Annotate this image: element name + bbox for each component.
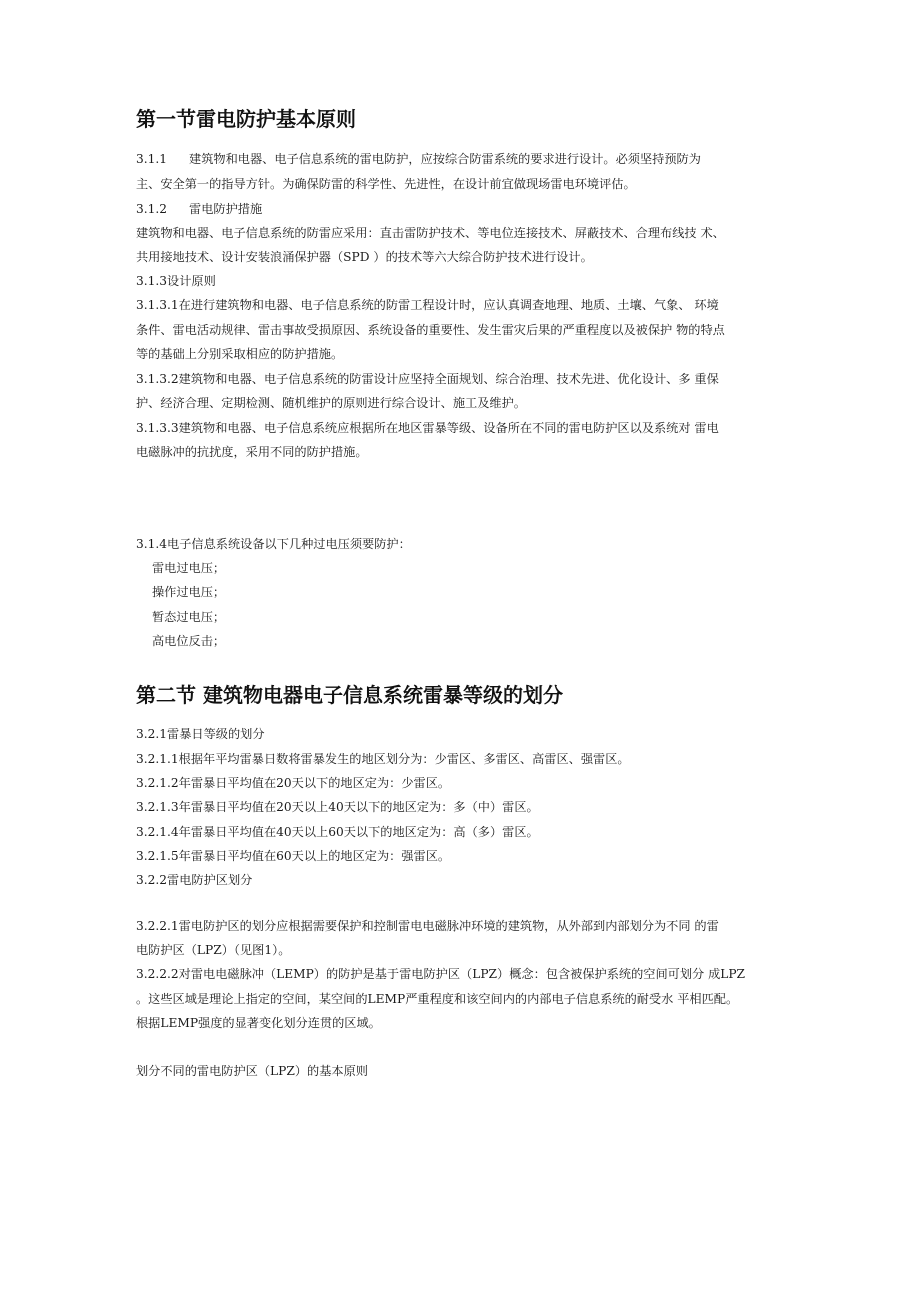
- para-3-2-2-heading: 3.2.2雷电防护区划分: [136, 873, 253, 887]
- para-3-2-2-2-line3: 根据LEMP强度的显著变化划分连贯的区域。: [136, 1016, 381, 1030]
- para-3-1-1-line2: 主、安全第一的指导方针。为确保防雷的科学性、先进性，在设计前宜做现场雷电环境评估。: [136, 177, 636, 191]
- para-3-1-3-heading: 3.1.3设计原则: [136, 274, 216, 288]
- para-3-1-4-heading: 3.1.4电子信息系统设备以下几种过电压须要防护：: [136, 537, 411, 551]
- lpz-principle-heading: 划分不同的雷电防护区（LPZ）的基本原则: [136, 1064, 368, 1078]
- para-3-1-3-3-line1: 3.1.3.3建筑物和电器、电子信息系统应根据所在地区雷暴等级、设备所在不同的雷电防护区以及系统对 雷电: [136, 421, 719, 435]
- para-3-2-2-1-line1: 3.2.2.1雷电防护区的划分应根据需要保护和控制雷电电磁脉冲环境的建筑物，从外部到内部划分为不同 的雷: [136, 919, 719, 933]
- para-3-1-2-line1: 建筑物和电器、电子信息系统的防雷应采用：直击雷防护技术、等电位连接技术、屏蔽技术、合理布线技 术、: [136, 226, 725, 240]
- para-3-1-2-number: 3.1.2: [136, 202, 168, 216]
- para-3-1-2-heading: [136, 197, 786, 221]
- para-3-1-1-number: 3.1.1: [136, 152, 168, 166]
- para-3-1-1-line1: [136, 147, 786, 171]
- para-3-1-3-1-line3: 等的基础上分别采取相应的防护措施。: [136, 347, 344, 361]
- para-3-2-1-2: 3.2.1.2年雷暴日平均值在20天以下的地区定为：少雷区。: [136, 776, 451, 790]
- list-item-overvoltage-switching: 操作过电压；: [152, 585, 226, 599]
- para-3-1-3-1-line1: 3.1.3.1在进行建筑物和电器、电子信息系统的防雷工程设计时，应认真调查地理、地质、土壤、气象、 环境: [136, 298, 719, 312]
- para-3-1-3-2-line2: 护、经济合理、定期检测、随机维护的原则进行综合设计、施工及维护。: [136, 396, 526, 410]
- para-3-2-2-2-line2: 。这些区域是理论上指定的空间，某空间的LEMP严重程度和该空间内的内部电子信息系统的耐受水 平相匹配。: [136, 992, 739, 1006]
- list-item-overvoltage-lightning: 雷电过电压；: [152, 561, 226, 575]
- para-3-1-3-1-line2: 条件、雷电活动规律、雷击事故受损原因、系统设备的重要性、发生雷灾后果的严重程度以及被保护 物的特点: [136, 323, 725, 337]
- para-3-2-2-1-line2: 电防护区（LPZ）（见图1）。: [136, 943, 291, 957]
- para-3-1-1-text: 建筑物和电器、电子信息系统的雷电防护，应按综合防雷系统的要求进行设计。必须坚持预防为: [189, 152, 701, 166]
- para-3-1-2-title: 雷电防护措施: [189, 202, 263, 216]
- para-3-1-2-line2: 共用接地技术、设计安装浪涌保护器（SPD ）的技术等六大综合防护技术进行设计。: [136, 250, 593, 264]
- section2-title: 第二节 建筑物电器电子信息系统雷暴等级的划分: [136, 683, 563, 707]
- para-3-2-1-heading: 3.2.1雷暴日等级的划分: [136, 727, 265, 741]
- para-3-2-1-5: 3.2.1.5年雷暴日平均值在60天以上的地区定为：强雷区。: [136, 849, 451, 863]
- para-3-1-3-3-line2: 电磁脉冲的抗扰度，采用不同的防护措施。: [136, 445, 368, 459]
- para-3-1-3-2-line1: 3.1.3.2建筑物和电器、电子信息系统的防雷设计应坚持全面规划、综合治理、技术先进、优化设计、多 重保: [136, 372, 719, 386]
- para-3-2-1-4: 3.2.1.4年雷暴日平均值在40天以上60天以下的地区定为：高（多）雷区。: [136, 825, 539, 839]
- list-item-overvoltage-transient: 暂态过电压；: [152, 610, 226, 624]
- section1-title: 第一节雷电防护基本原则: [136, 107, 356, 131]
- para-3-2-2-2-line1: 3.2.2.2对雷电电磁脉冲（LEMP）的防护是基于雷电防护区（LPZ）概念：包含被保护系统的空间可划分 成LPZ: [136, 967, 746, 981]
- list-item-overvoltage-counterattack: 高电位反击；: [152, 634, 226, 648]
- para-3-2-1-3: 3.2.1.3年雷暴日平均值在20天以上40天以下的地区定为：多（中）雷区。: [136, 800, 539, 814]
- para-3-2-1-1: 3.2.1.1根据年平均雷暴日数将雷暴发生的地区划分为：少雷区、多雷区、高雷区、强雷区。: [136, 752, 630, 766]
